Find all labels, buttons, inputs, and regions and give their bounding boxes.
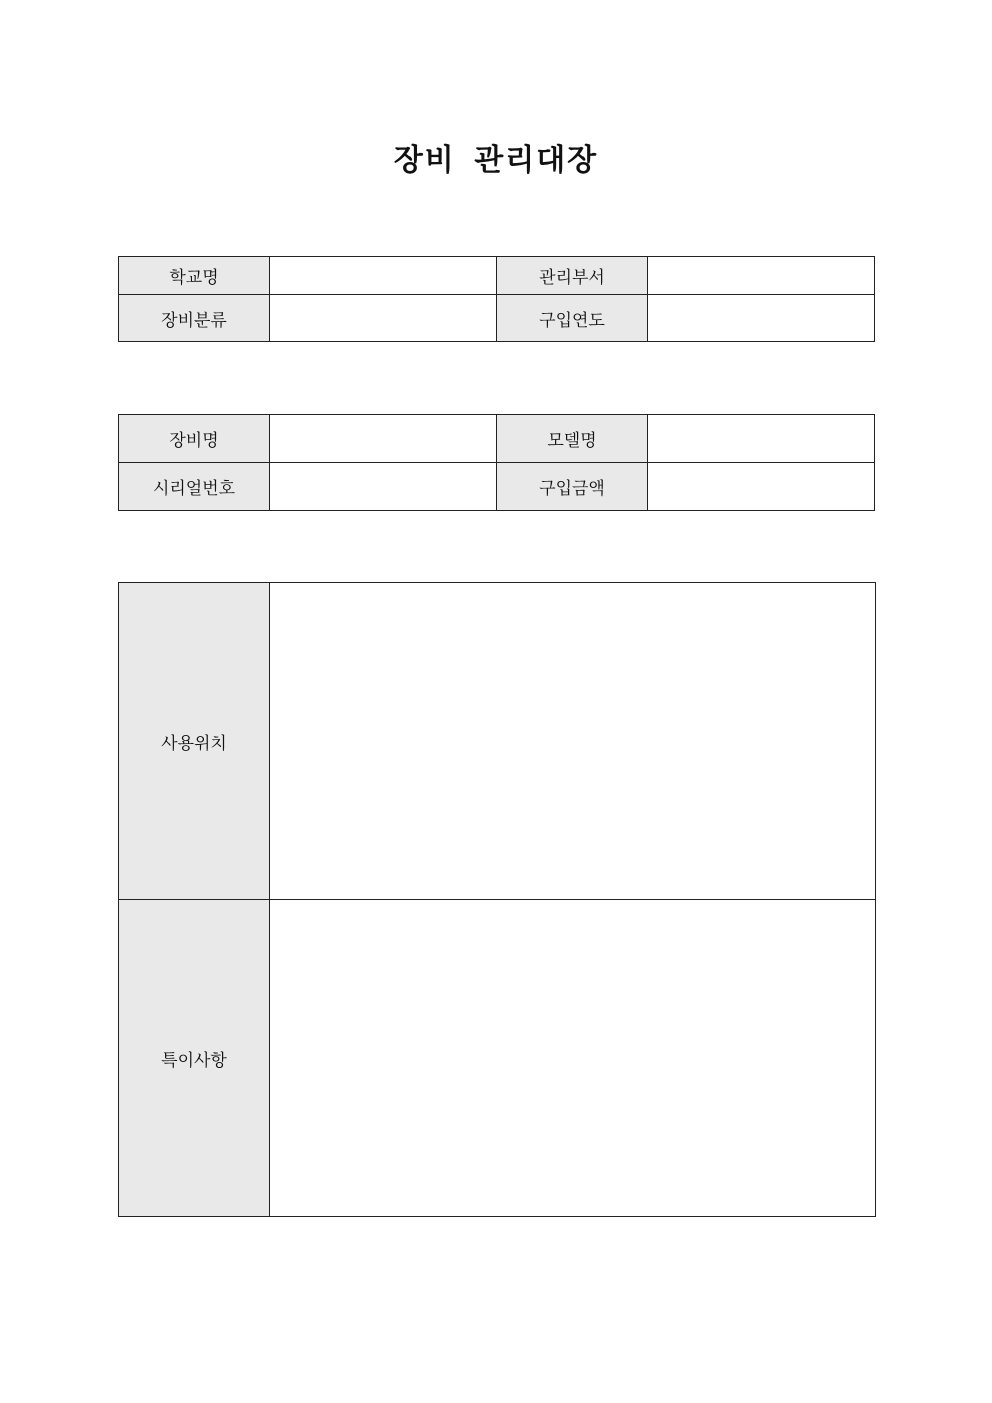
table-row	[119, 257, 875, 295]
school-name-field[interactable]	[270, 257, 497, 295]
purchase-year-label: 구입연도	[497, 295, 648, 342]
table-row	[119, 900, 876, 1217]
special-notes-field[interactable]	[270, 900, 876, 1217]
table-row	[119, 463, 875, 511]
purchase-year-field[interactable]	[648, 295, 875, 342]
special-notes-label: 특이사항	[119, 900, 270, 1217]
page-title: 장비 관리대장	[393, 143, 599, 178]
detail-info-table	[118, 582, 876, 1217]
equipment-name-label: 장비명	[119, 415, 270, 463]
usage-location-label: 사용위치	[119, 583, 270, 900]
serial-number-field[interactable]	[270, 463, 497, 511]
table-row	[119, 295, 875, 342]
table-row	[119, 583, 876, 900]
purchase-amount-field[interactable]	[648, 463, 875, 511]
school-name-label: 학교명	[119, 257, 270, 295]
usage-location-field[interactable]	[270, 583, 876, 900]
purchase-amount-label: 구입금액	[497, 463, 648, 511]
model-name-field[interactable]	[648, 415, 875, 463]
model-name-label: 모델명	[497, 415, 648, 463]
basic-info-table	[118, 256, 875, 342]
equipment-category-label: 장비분류	[119, 295, 270, 342]
equipment-info-table	[118, 414, 875, 511]
equipment-name-field[interactable]	[270, 415, 497, 463]
equipment-category-field[interactable]	[270, 295, 497, 342]
department-label: 관리부서	[497, 257, 648, 295]
serial-number-label: 시리얼번호	[119, 463, 270, 511]
table-row	[119, 415, 875, 463]
department-field[interactable]	[648, 257, 875, 295]
